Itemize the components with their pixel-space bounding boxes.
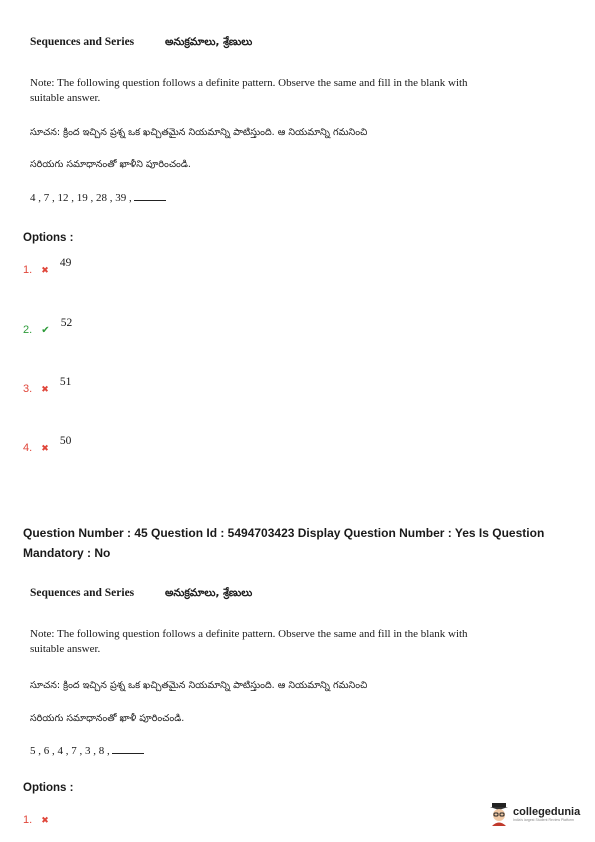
- section-title-en: Sequences and Series: [30, 36, 135, 48]
- section-title-te: అనుక్రమాలు, శ్రేణులు: [165, 587, 253, 599]
- option-number: 1.: [23, 814, 33, 826]
- check-icon: ✔: [41, 325, 50, 336]
- question-note-te-line1: సూచన: క్రింద ఇచ్చిన ప్రశ్న ఒక ఖచ్చితమైన నియమాన్ని పాటిస్తుంది. ఆ నియమాన్ని గమనించి: [30, 127, 368, 138]
- option-number: 4.: [23, 442, 33, 454]
- sequence-text: 4 , 7 , 12 , 19 , 28 , 39 ,: [30, 192, 132, 204]
- question-note-en: Note: The following question follows a definite pattern. Observe the same and fill in the blank with suitable answer.: [30, 77, 468, 104]
- option-4[interactable]: [23, 436, 71, 455]
- logo-name: collegedunia: [513, 806, 581, 818]
- question-header: Question Number : 45 Question Id : 5494703423 Display Question Number : Yes Is Question Mandatory : No: [23, 526, 545, 560]
- option-1[interactable]: [23, 258, 71, 277]
- wrong-icon: ✖: [41, 816, 49, 826]
- option-value: 51: [59, 376, 72, 388]
- question-note-te-line2: సరియగు సమాధానంతో ఖాళీ పూరించండి.: [30, 713, 185, 724]
- logo-tagline: India's largest Student Review Platform: [513, 818, 574, 822]
- options-label: Options :: [23, 782, 74, 794]
- wrong-icon: ✖: [41, 266, 49, 276]
- option-3[interactable]: [23, 377, 71, 396]
- sequence-text: 5 , 6 , 4 , 7 , 3 , 8 ,: [30, 745, 110, 757]
- question-note-te-line1: సూచన: క్రింద ఇచ్చిన ప్రశ్న ఒక ఖచ్చితమైన నియమాన్ని పాటిస్తుంది. ఆ నియమాన్ని గమనించి: [30, 680, 368, 691]
- option-value: 49: [59, 257, 72, 269]
- wrong-icon: ✖: [41, 444, 49, 454]
- option-2[interactable]: [23, 318, 72, 337]
- wrong-icon: ✖: [41, 385, 49, 395]
- section-title: [30, 587, 252, 602]
- question-note-en: Note: The following question follows a definite pattern. Observe the same and fill in the blank with suitable answer.: [30, 628, 468, 655]
- question-sequence: [30, 743, 144, 757]
- collegedunia-logo: [488, 802, 580, 826]
- option-number: 3.: [23, 383, 33, 395]
- section-title-en: Sequences and Series: [30, 587, 135, 599]
- option-number: 2.: [23, 324, 33, 336]
- option-value: 50: [59, 435, 72, 447]
- section-title-te: అనుక్రమాలు, శ్రేణులు: [165, 36, 253, 48]
- question-sequence: [30, 190, 166, 204]
- answer-blank: [134, 190, 166, 201]
- section-title: [30, 36, 252, 51]
- option-1[interactable]: [23, 808, 49, 827]
- mascot-icon: [488, 802, 510, 826]
- option-value: 52: [60, 317, 73, 329]
- options-label: Options :: [23, 232, 74, 244]
- option-number: 1.: [23, 264, 33, 276]
- answer-blank: [112, 743, 144, 754]
- question-note-te-line2: సరియగు సమాధానంతో ఖాళీని పూరించండి.: [30, 159, 191, 170]
